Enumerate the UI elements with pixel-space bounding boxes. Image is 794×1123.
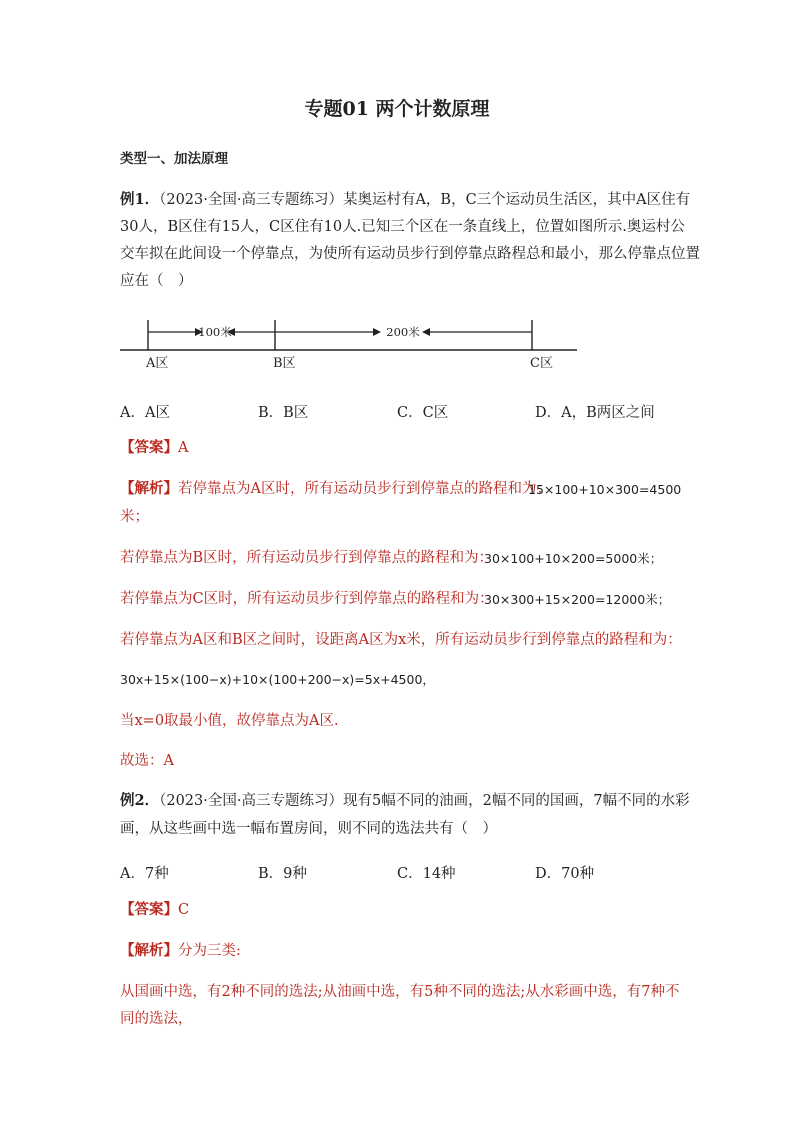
q1-a5-math: 30x+15×(100−x)+10×(100+200−x)=5x+4500，: [120, 672, 435, 687]
q2-analysis-tag: 【解析】: [120, 942, 178, 959]
q1-answer-tag: 【答案】: [120, 439, 178, 456]
q2-analysis-line2: 从国画中选，有2种不同的选法;从油画中选，有5种不同的选法;从水彩画中选，有7种不: [120, 984, 680, 1000]
q1-stem-line2: 30人，B区住有15人，C区住有10人.已知三个区在一条直线上，位置如图所示.奥运村公: [120, 219, 685, 235]
dist-ab-label: 100米: [198, 325, 232, 339]
q2-label: 例2．: [120, 792, 160, 809]
q2-answer-value: C: [178, 902, 190, 918]
q1-stem-line1: 例1．（2023·全国·高三专题练习）某奥运村有A，B，C三个运动员生活区，其中A区住有: [120, 191, 691, 208]
q2-analysis-line3: 同的选法，: [120, 1011, 193, 1027]
q1-analysis-line4: 若停靠点为A区和B区之间时，设距离A区为x米，所有运动员步行到停靠点的路程和为：: [120, 632, 682, 648]
q1-analysis-line1: 【解析】若停靠点为A区时，所有运动员步行到停靠点的路程和为：: [120, 480, 551, 497]
q1-analysis-line2: 若停靠点为B区时，所有运动员步行到停靠点的路程和为：: [120, 550, 494, 566]
q2-option-d: D．70种: [535, 866, 595, 882]
q2-stem-line1: 例2．（2023·全国·高三专题练习）现有5幅不同的油画，2幅不同的国画，7幅不同的水彩: [120, 792, 690, 809]
q1-analysis-line3: 若停靠点为C区时，所有运动员步行到停靠点的路程和为：: [120, 591, 494, 607]
q1-choose: 故选：A: [120, 753, 174, 769]
q1-analysis-tag: 【解析】: [120, 480, 178, 497]
label-a: A区: [146, 356, 169, 371]
arrowhead-bc-left: [422, 328, 430, 336]
dist-bc-label: 200米: [386, 325, 420, 339]
q1-answer: [120, 441, 188, 456]
q2-option-a: A．7种: [120, 866, 169, 882]
page-title: 专题01 两个计数原理: [304, 98, 490, 120]
q1-analysis-line6: 当x=0取最小值，故停靠点为A区.: [120, 713, 339, 729]
section-heading: 类型一、加法原理: [120, 151, 228, 167]
q1-stem-line4: 应在（ ）: [120, 273, 193, 289]
q1-a3-math: 30×300+15×200=12000米；: [484, 592, 671, 607]
label-c: C区: [530, 356, 553, 371]
q1-answer-value: A: [178, 440, 189, 456]
q1-label: 例1．: [120, 191, 160, 208]
q2-answer-tag: 【答案】: [120, 901, 178, 918]
q1-option-b: B．B区: [258, 405, 309, 421]
label-b: B区: [273, 356, 296, 371]
q1-option-a: A．A区: [120, 405, 170, 421]
q2-stem-line2: 画，从这些画中选一幅布置房间，则不同的选法共有（ ）: [120, 821, 497, 837]
q1-stem-line3: 交车拟在此间设一个停靠点，为使所有运动员步行到停靠点路程总和最小，那么停靠点位置: [120, 246, 700, 262]
q2-option-c: C．14种: [397, 866, 456, 882]
q1-a2-math: 30×100+10×200=5000米；: [484, 551, 663, 566]
q1-a1-tail: 米；: [120, 509, 149, 525]
q2-option-b: B．9种: [258, 866, 307, 882]
arrowhead-bc-right: [373, 328, 381, 336]
q1-option-c: C．C区: [397, 405, 449, 421]
q1-a1-math: 15×100+10×300=4500: [528, 482, 682, 497]
q2-analysis-line1: 【解析】分为三类:: [120, 942, 241, 959]
q1-figure: [115, 310, 585, 372]
q1-option-d: D．A，B两区之间: [535, 405, 655, 421]
q2-answer: [120, 903, 189, 918]
